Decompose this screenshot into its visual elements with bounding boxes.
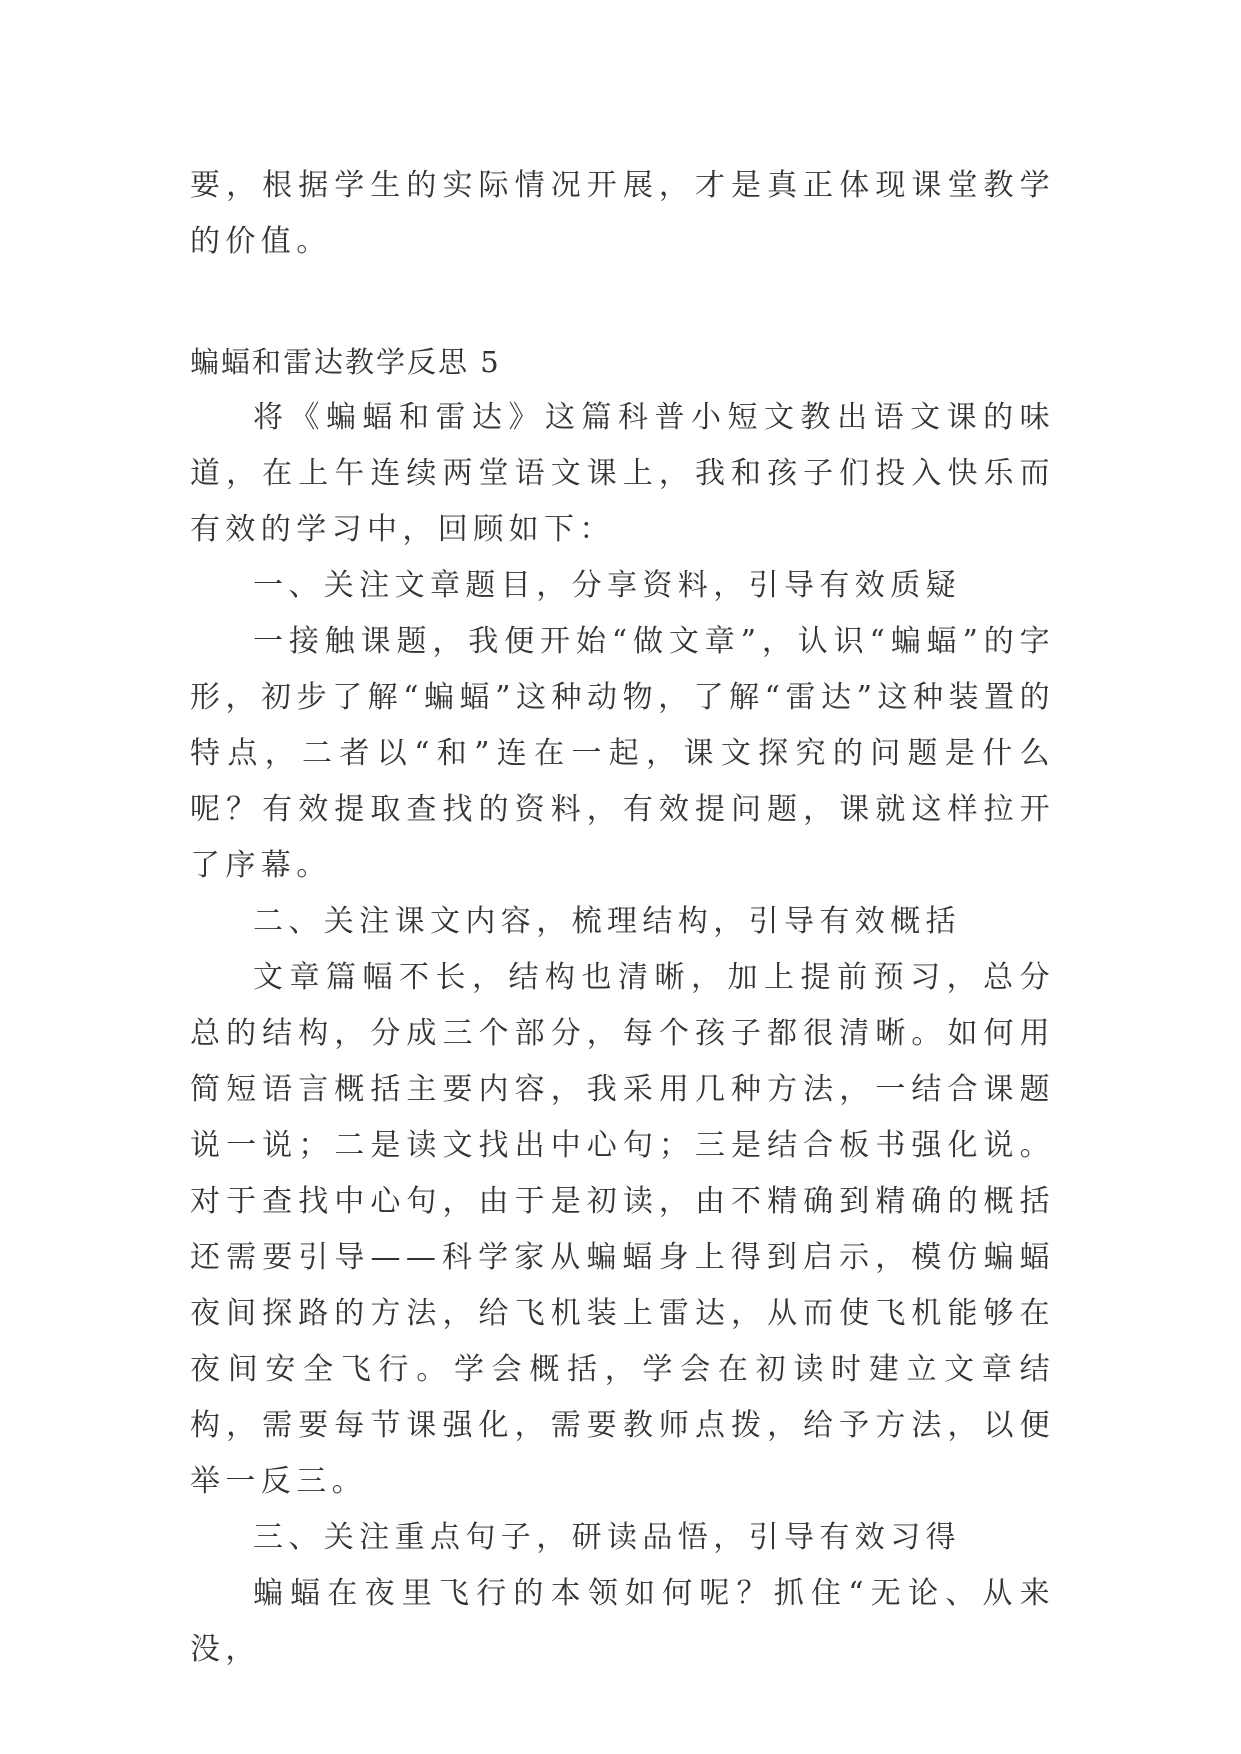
body-paragraph: 文章篇幅不长，结构也清晰，加上提前预习，总分总的结构，分成三个部分，每个孩子都很清晰。如何用简短语言概括主要内容，我采用几种方法，一结合课题说一说；二是读文找出中心句；三是结合板书强化说。对于查找中心句，由于是初读，由不精确到精确的概括还需要引导——科学家从蝙蝠身上得到启示，模仿蝙蝠夜间探路的方法，给飞机装上雷达，从而使飞机能够在夜间安全飞行。学会概括，学会在初读时建立文章结构，需要每节课强化，需要教师点拨，给予方法，以便举一反三。 (190, 960, 1055, 1499)
subheading-paragraph: 三、关注重点句子，研读品悟，引导有效习得 (253, 1520, 961, 1555)
continuation-paragraph-block (190, 158, 1055, 270)
body-paragraph: 蝙蝠在夜里飞行的本领如何呢？抓住“无论、从来没， (190, 1576, 1055, 1667)
continuation-paragraph: 要，根据学生的实际情况开展，才是真正体现课堂教学的价值。 (190, 168, 1055, 259)
subheading-paragraph: 二、关注课文内容，梳理结构，引导有效概括 (253, 904, 961, 939)
body-text-block (190, 390, 1055, 1678)
body-paragraph: 一接触课题，我便开始“做文章”，认识“蝙蝠”的字形，初步了解“蝙蝠”这种动物，了解“雷达”这种装置的特点，二者以“和”连在一起，课文探究的问题是什么呢？有效提取查找的资料，有效提问题，课就这样拉开了序幕。 (190, 624, 1055, 883)
subheading-paragraph: 一、关注文章题目，分享资料，引导有效质疑 (253, 568, 961, 603)
body-paragraph: 将《蝙蝠和雷达》这篇科普小短文教出语文课的味道，在上午连续两堂语文课上，我和孩子们投入快乐而有效的学习中，回顾如下： (190, 400, 1055, 547)
section-heading: 蝙蝠和雷达教学反思 5 (190, 345, 501, 379)
